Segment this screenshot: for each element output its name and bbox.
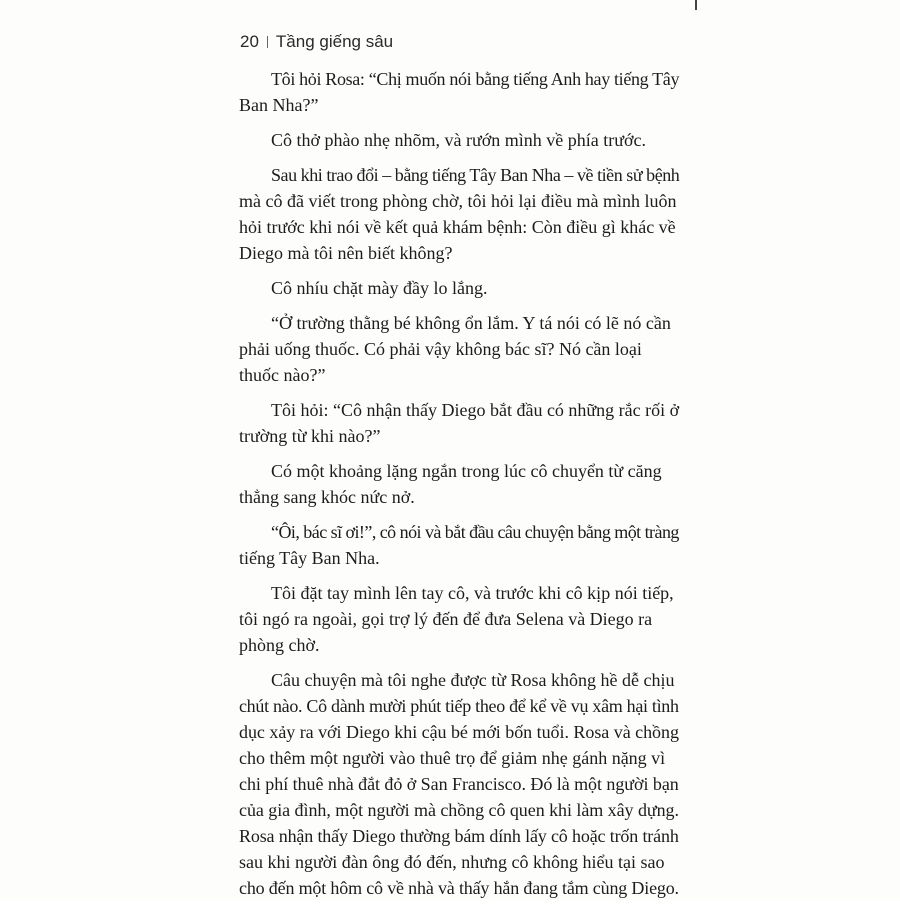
text-line: mà cô đã viết trong phòng chờ, tôi hỏi lại điều mà mình luôn: [239, 191, 677, 211]
text-line: “Ở trường thằng bé không ổn lắm. Y tá nói có lẽ nó cần: [271, 313, 671, 333]
paragraph: [239, 580, 679, 658]
text-line: cho đến một hôm cô về nhà và thấy hắn đang tắm cùng Diego.: [239, 878, 679, 898]
text-line: Câu chuyện mà tôi nghe được từ Rosa không hề dễ chịu: [271, 670, 675, 690]
paragraph: [239, 66, 679, 118]
text-line: “Ôi, bác sĩ ơi!”, cô nói và bắt đầu câu chuyện bằng một tràng: [271, 522, 679, 542]
text-line: cho thêm một người vào thuê trọ để giảm nhẹ gánh nặng vì: [239, 748, 666, 768]
paragraph: [239, 127, 679, 153]
paragraph: [239, 458, 679, 510]
text-line: Diego mà tôi nên biết không?: [239, 243, 453, 263]
page-number: 20: [240, 32, 259, 51]
paragraph: [239, 667, 679, 901]
text-line: Tôi hỏi: “Cô nhận thấy Diego bắt đầu có những rắc rối ở: [271, 400, 680, 420]
paragraph: [239, 310, 679, 388]
chapter-title: Tầng giếng sâu: [275, 32, 394, 51]
paragraph: [239, 162, 679, 266]
text-line: Sau khi trao đổi – bằng tiếng Tây Ban Nha – về tiền sử bệnh: [271, 165, 680, 185]
text-line: trường từ khi nào?”: [239, 426, 381, 446]
text-line: tiếng Tây Ban Nha.: [239, 548, 380, 568]
text-line: Ban Nha?”: [239, 95, 319, 115]
text-line: Có một khoảng lặng ngắn trong lúc cô chuyển từ căng: [271, 461, 662, 481]
page-edge-mark: [695, 0, 697, 10]
text-line: tôi ngó ra ngoài, gọi trợ lý đến để đưa Selena và Diego ra: [239, 609, 653, 629]
text-line: phải uống thuốc. Có phải vậy không bác sĩ? Nó cần loại: [239, 339, 642, 359]
header-separator: [267, 36, 268, 48]
text-line: Cô nhíu chặt mày đầy lo lắng.: [271, 278, 488, 298]
running-header: [240, 32, 393, 52]
text-line: chi phí thuê nhà đắt đỏ ở San Francisco. Đó là một người bạn: [239, 774, 679, 794]
text-line: của gia đình, một người mà chồng cô quen khi làm xây dựng.: [239, 800, 679, 820]
text-line: chút nào. Cô dành mười phút tiếp theo để kể về vụ xâm hại tình: [239, 696, 679, 716]
text-line: Tôi hỏi Rosa: “Chị muốn nói bằng tiếng Anh hay tiếng Tây: [271, 69, 680, 89]
paragraph: [239, 397, 679, 449]
text-line: Tôi đặt tay mình lên tay cô, và trước khi cô kịp nói tiếp,: [271, 583, 674, 603]
paragraph: [239, 519, 679, 571]
body-text: [239, 66, 679, 910]
text-line: sau khi người đàn ông đó đến, nhưng cô không hiểu tại sao: [239, 852, 665, 872]
text-line: phòng chờ.: [239, 635, 320, 655]
text-line: dục xảy ra với Diego khi cậu bé mới bốn tuổi. Rosa và chồng: [239, 722, 679, 742]
text-line: hỏi trước khi nói về kết quả khám bệnh: Còn điều gì khác về: [239, 217, 676, 237]
text-line: Cô thở phào nhẹ nhõm, và rướn mình về phía trước.: [271, 130, 647, 150]
paragraph: [239, 275, 679, 301]
text-line: thuốc nào?”: [239, 365, 326, 385]
text-line: thẳng sang khóc nức nở.: [239, 487, 415, 507]
text-line: Rosa nhận thấy Diego thường bám dính lấy cô hoặc trốn tránh: [239, 826, 679, 846]
